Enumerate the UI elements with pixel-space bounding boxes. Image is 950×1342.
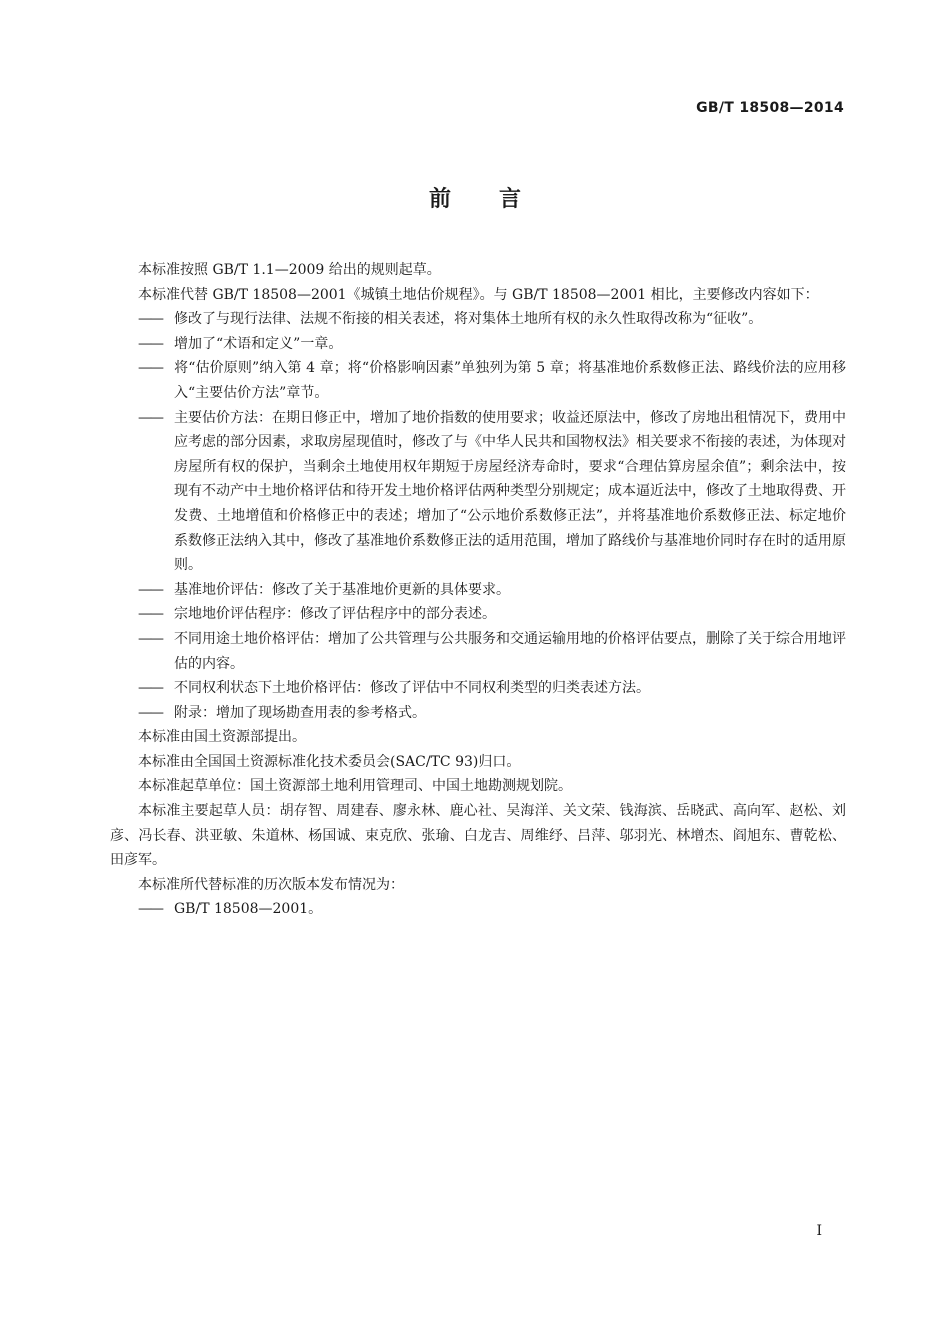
dash-mark: —— xyxy=(138,606,162,623)
list-item-text: 修改了与现行法律、法规不衔接的相关表述，将对集体土地所有权的永久性取得改称为“征收”。 xyxy=(174,311,763,328)
list-item xyxy=(110,578,846,603)
list-item xyxy=(110,627,846,676)
changes-list xyxy=(110,307,846,725)
dash-mark: —— xyxy=(138,409,162,426)
dash-mark: —— xyxy=(138,311,162,328)
paragraph-proposer: 本标准由国土资源部提出。 xyxy=(138,729,306,746)
list-item-text: 基准地价评估：修改了关于基准地价更新的具体要求。 xyxy=(174,581,510,598)
paragraph-drafting-rules: 本标准按照 GB/T 1.1—2009 给出的规则起草。 xyxy=(138,262,441,278)
list-item-text: 不同权利状态下土地价格评估：修改了评估中不同权利类型的归类表述方法。 xyxy=(174,680,650,697)
dash-mark: —— xyxy=(138,581,162,598)
paragraph-drafters: 本标准主要起草人员：胡存智、周建春、廖永林、鹿心社、吴海洋、关文荣、钱海滨、岳晓武、高向军、赵松、刘彦、冯长春、洪亚敏、朱道林、杨国诚、束克欣、张瑜、白龙吉、周维纾、吕萍、邬羽光、林增杰、阎旭东、曹乾松、田彦军。 xyxy=(110,803,846,869)
dash-mark: —— xyxy=(138,335,162,352)
list-item-text: GB/T 18508—2001。 xyxy=(174,901,323,918)
page-number: I xyxy=(816,1223,822,1239)
list-item-text: 将“估价原则”纳入第 4 章；将“价格影响因素”单独列为第 5 章；将基准地价系数修正法、路线价法的应用移入“主要估价方法”章节。 xyxy=(174,360,846,401)
list-item xyxy=(110,406,846,578)
dash-mark: —— xyxy=(138,901,162,918)
history-list xyxy=(110,897,846,922)
document-body xyxy=(110,258,846,922)
list-item-text: 宗地地价评估程序：修改了评估程序中的部分表述。 xyxy=(174,606,496,623)
paragraph-replacement: 本标准代替 GB/T 18508—2001《城镇土地估价规程》。与 GB/T 18508—2001 相比，主要修改内容如下： xyxy=(138,286,819,303)
paragraph-committee: 本标准由全国国土资源标准化技术委员会(SAC/TC 93)归口。 xyxy=(138,753,521,770)
dash-mark: —— xyxy=(138,704,162,721)
list-item xyxy=(110,701,846,726)
list-item xyxy=(110,602,846,627)
list-item-text: 主要估价方法：在期日修正中，增加了地价指数的使用要求；收益还原法中，修改了房地出租情况下，费用中应考虑的部分因素，求取房屋现值时，修改了与《中华人民共和国物权法》相关要求不衔接的表述，为体现对房屋所有权的保护，当剩余土地使用权年期短于房屋经济寿命时，要求“合理估算房屋余值”；剩余法中，按现有不动产中土地价格评估和待开发土地价格评估两种类型分别规定；成本逼近法中，修改了土地取得费、开发费、土地增值和价格修正中的表述；增加了“公示地价系数修正法”，并将基准地价系数修正法、标定地价系数修正法纳入其中，修改了基准地价系数修正法的适用范围，增加了路线价与基准地价同时存在时的适用原则。 xyxy=(174,409,846,574)
list-item-text: 增加了“术语和定义”一章。 xyxy=(174,335,343,352)
dash-mark: —— xyxy=(138,630,162,647)
list-item xyxy=(110,897,846,922)
paragraph-drafting-units: 本标准起草单位：国土资源部土地利用管理司、中国土地勘测规划院。 xyxy=(138,778,572,795)
paragraph-history: 本标准所代替标准的历次版本发布情况为： xyxy=(138,876,404,893)
list-item-text: 不同用途土地价格评估：增加了公共管理与公共服务和交通运输用地的价格评估要点，删除了关于综合用地评估的内容。 xyxy=(174,630,846,672)
list-item xyxy=(110,356,846,405)
page-title: 前言 xyxy=(428,187,569,212)
standard-number: GB/T 18508—2014 xyxy=(696,100,844,116)
list-item xyxy=(110,332,846,357)
list-item xyxy=(110,676,846,701)
list-item-text: 附录：增加了现场勘查用表的参考格式。 xyxy=(174,704,426,721)
dash-mark: —— xyxy=(138,360,162,377)
list-item xyxy=(110,307,846,332)
dash-mark: —— xyxy=(138,680,162,697)
